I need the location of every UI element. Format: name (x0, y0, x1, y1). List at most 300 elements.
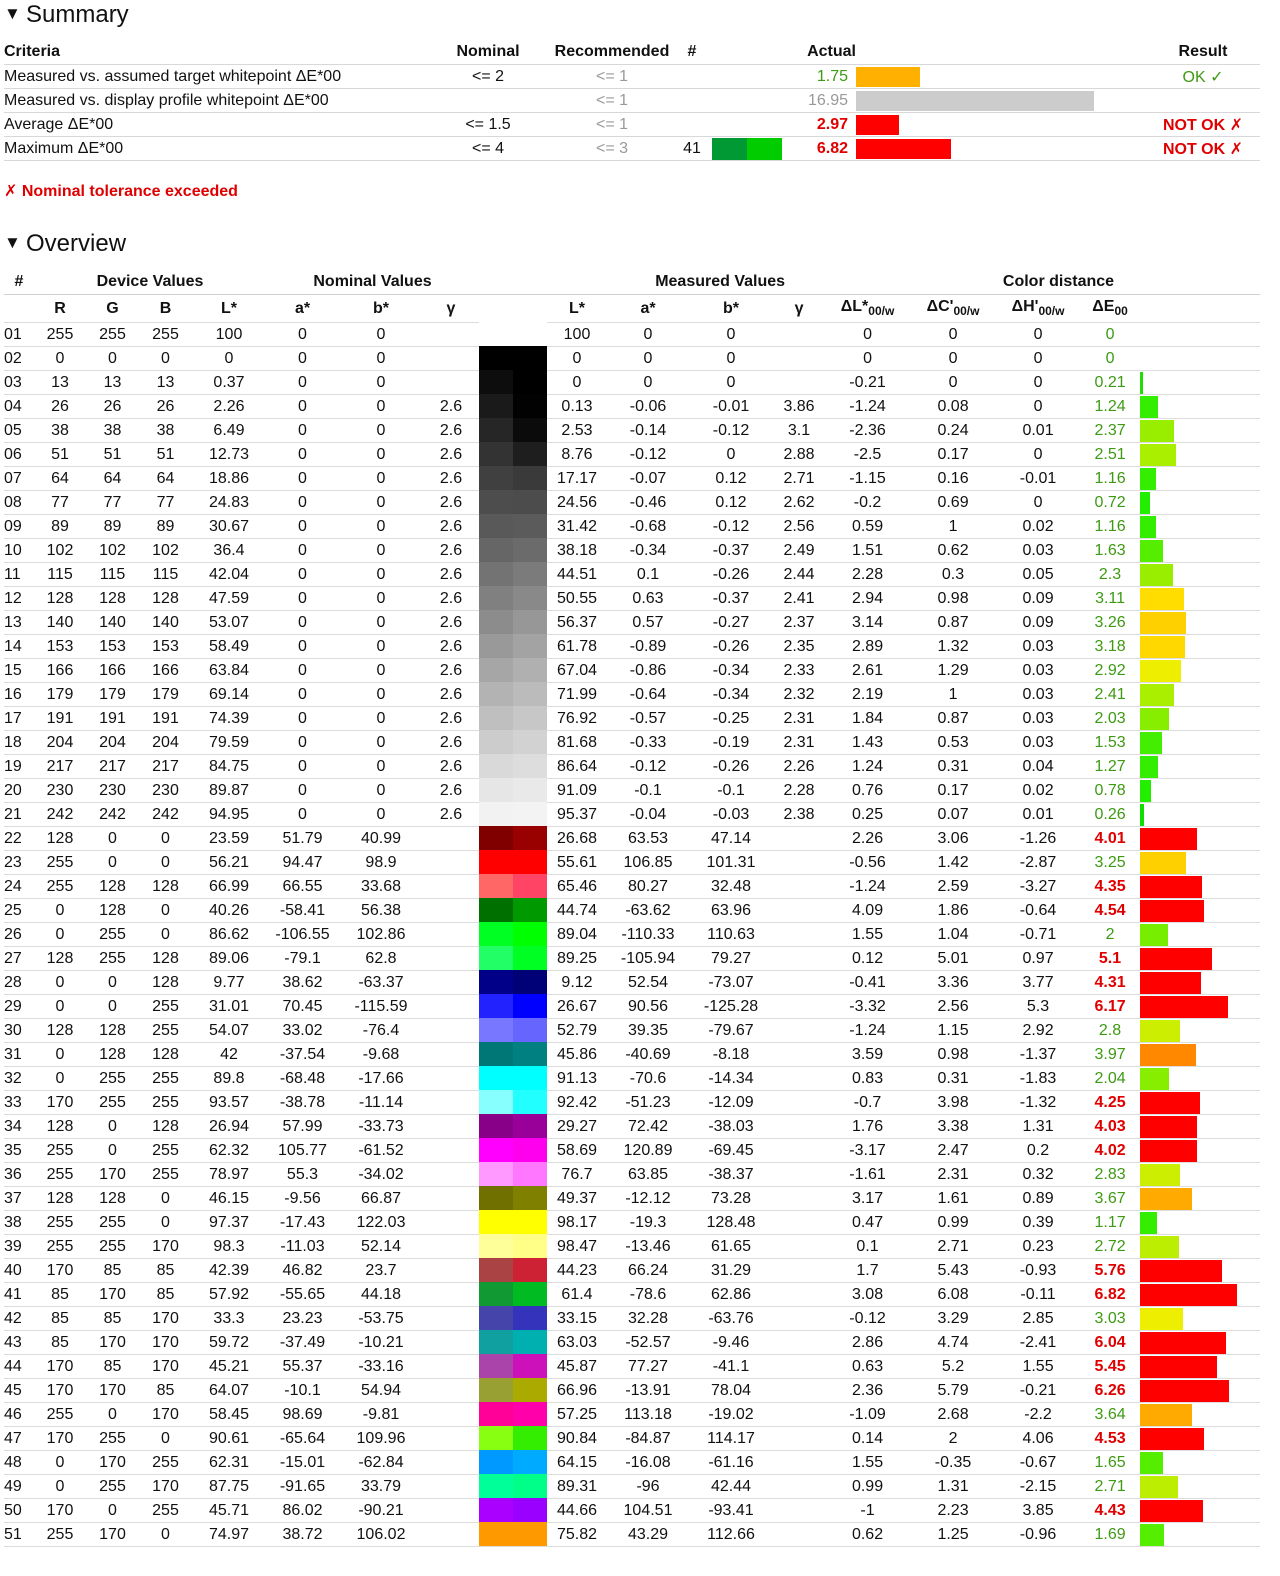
delta-c: 3.38 (910, 1115, 996, 1139)
worst-patch-cell (712, 137, 782, 161)
nominal-a: -79.1 (266, 947, 339, 971)
device-b: 128 (139, 971, 192, 995)
delta-c: 2.71 (910, 1235, 996, 1259)
color-swatch-cell (479, 1235, 547, 1259)
nominal-a: 0 (266, 635, 339, 659)
patch-number: 40 (4, 1259, 34, 1283)
delta-l: 0.47 (825, 1211, 910, 1235)
measured-gamma (773, 827, 825, 851)
device-r: 128 (34, 587, 86, 611)
measured-b: 63.96 (689, 899, 773, 923)
device-r: 26 (34, 395, 86, 419)
device-r: 85 (34, 1307, 86, 1331)
nominal-a: 38.72 (266, 1523, 339, 1547)
worst-patch-cell (712, 113, 782, 137)
delta-e-bar (1140, 1260, 1222, 1282)
delta-e: 4.35 (1080, 875, 1140, 899)
nominal-gamma (423, 1451, 479, 1475)
nominal-b: 0 (339, 563, 423, 587)
device-r: 170 (34, 1259, 86, 1283)
color-swatch-cell (479, 923, 547, 947)
delta-e: 3.97 (1080, 1043, 1140, 1067)
delta-c: 0 (910, 347, 996, 371)
measured-color-half (513, 1210, 547, 1234)
nominal-gamma: 2.6 (423, 587, 479, 611)
measured-a: -63.62 (607, 899, 689, 923)
device-g: 0 (86, 1139, 139, 1163)
delta-h: 1.31 (996, 1115, 1080, 1139)
device-r: 170 (34, 1379, 86, 1403)
delta-h: -0.93 (996, 1259, 1080, 1283)
overview-row (4, 1067, 1260, 1091)
delta-e-bar (1140, 660, 1181, 682)
nominal-a: 0 (266, 755, 339, 779)
nominal-l: 69.14 (192, 683, 266, 707)
overview-row (4, 947, 1260, 971)
nominal-b: 0 (339, 683, 423, 707)
nominal-b: 0 (339, 347, 423, 371)
overview-row (4, 1115, 1260, 1139)
nominal-a: 55.3 (266, 1163, 339, 1187)
nominal-color-half (479, 322, 513, 346)
group-color-distance: Color distance (825, 270, 1140, 295)
nominal-l: 26.94 (192, 1115, 266, 1139)
measured-l: 44.23 (547, 1259, 607, 1283)
patch-number: 44 (4, 1355, 34, 1379)
patch-number: 34 (4, 1115, 34, 1139)
color-swatch (479, 562, 547, 586)
measured-a: -40.69 (607, 1043, 689, 1067)
delta-h: 2.92 (996, 1019, 1080, 1043)
device-b: 255 (139, 1451, 192, 1475)
nominal-l: 40.26 (192, 899, 266, 923)
measured-color-half (513, 1114, 547, 1138)
patch-color-half (747, 138, 782, 160)
delta-c: 0.31 (910, 755, 996, 779)
device-b: 179 (139, 683, 192, 707)
nominal-a: 0 (266, 467, 339, 491)
nominal-a: -37.54 (266, 1043, 339, 1067)
device-g: 166 (86, 659, 139, 683)
patch-number: 49 (4, 1475, 34, 1499)
nominal-a: 0 (266, 515, 339, 539)
delta-e-bar (1140, 876, 1202, 898)
measured-b: 0 (689, 347, 773, 371)
measured-b: -0.19 (689, 731, 773, 755)
measured-gamma (773, 1379, 825, 1403)
device-r: 153 (34, 635, 86, 659)
measured-b: -0.34 (689, 659, 773, 683)
measured-a: 72.42 (607, 1115, 689, 1139)
nominal-l: 84.75 (192, 755, 266, 779)
nominal-l: 45.21 (192, 1355, 266, 1379)
delta-e: 1.53 (1080, 731, 1140, 755)
device-b: 102 (139, 539, 192, 563)
device-g: 0 (86, 851, 139, 875)
nominal-b: 23.7 (339, 1259, 423, 1283)
device-g: 204 (86, 731, 139, 755)
nominal-l: 36.4 (192, 539, 266, 563)
device-b: 77 (139, 491, 192, 515)
color-swatch-cell (479, 371, 547, 395)
delta-h: 1.55 (996, 1355, 1080, 1379)
device-r: 166 (34, 659, 86, 683)
color-swatch-cell (479, 995, 547, 1019)
color-swatch (479, 634, 547, 658)
measured-color-half (513, 730, 547, 754)
measured-l: 8.76 (547, 443, 607, 467)
device-r: 255 (34, 1523, 86, 1547)
delta-e-bar (1140, 492, 1150, 514)
measured-gamma (773, 923, 825, 947)
device-r: 0 (34, 1043, 86, 1067)
measured-color-half (513, 682, 547, 706)
color-swatch (479, 826, 547, 850)
nominal-l: 6.49 (192, 419, 266, 443)
nominal-gamma: 2.6 (423, 731, 479, 755)
nominal-color-half (479, 898, 513, 922)
device-r: 255 (34, 1139, 86, 1163)
color-swatch (479, 1042, 547, 1066)
col-delta-c: $\Delta C'_{00/w}$ (926, 298, 980, 319)
nominal-color-half (479, 922, 513, 946)
color-swatch-cell (479, 491, 547, 515)
device-g: 255 (86, 923, 139, 947)
device-b: 85 (139, 1283, 192, 1307)
delta-c: 1 (910, 515, 996, 539)
measured-color-half (513, 634, 547, 658)
delta-e: 4.03 (1080, 1115, 1140, 1139)
device-g: 26 (86, 395, 139, 419)
delta-c: 2.59 (910, 875, 996, 899)
measured-b: 31.29 (689, 1259, 773, 1283)
delta-e: 2.3 (1080, 563, 1140, 587)
measured-color-half (513, 1378, 547, 1402)
nominal-gamma (423, 1091, 479, 1115)
measured-gamma: 2.38 (773, 803, 825, 827)
nominal-l: 74.39 (192, 707, 266, 731)
measured-b: -38.37 (689, 1163, 773, 1187)
delta-e-bar (1140, 780, 1151, 802)
delta-e-bar (1140, 1332, 1226, 1354)
measured-l: 61.4 (547, 1283, 607, 1307)
actual-bar (856, 91, 1094, 111)
nominal-b: -53.75 (339, 1307, 423, 1331)
measured-b: -93.41 (689, 1499, 773, 1523)
delta-h: 0 (996, 491, 1080, 515)
nominal-color-half (479, 610, 513, 634)
nominal-a: 0 (266, 539, 339, 563)
delta-e: 3.25 (1080, 851, 1140, 875)
patch-number: 12 (4, 587, 34, 611)
delta-e: 1.27 (1080, 755, 1140, 779)
delta-e: 4.02 (1080, 1139, 1140, 1163)
delta-c: 2.47 (910, 1139, 996, 1163)
color-swatch-cell (479, 1115, 547, 1139)
overview-row (4, 1427, 1260, 1451)
measured-color-half (513, 658, 547, 682)
device-g: 64 (86, 467, 139, 491)
delta-e: 1.24 (1080, 395, 1140, 419)
overview-row (4, 347, 1260, 371)
delta-l: 0.1 (825, 1235, 910, 1259)
delta-e-bar-cell (1140, 1283, 1260, 1307)
measured-l: 31.42 (547, 515, 607, 539)
delta-e-bar-cell (1140, 1499, 1260, 1523)
nominal-gamma (423, 875, 479, 899)
delta-e-bar-cell (1140, 323, 1260, 347)
device-r: 128 (34, 827, 86, 851)
measured-l: 100 (547, 323, 607, 347)
nominal-a: -15.01 (266, 1451, 339, 1475)
nominal-b: 109.96 (339, 1427, 423, 1451)
delta-h: -0.71 (996, 923, 1080, 947)
measured-color-half (513, 994, 547, 1018)
col-nominal-gamma: γ (446, 299, 456, 317)
color-swatch-cell (479, 707, 547, 731)
delta-h: 3.85 (996, 1499, 1080, 1523)
measured-a: 66.24 (607, 1259, 689, 1283)
nominal-b: 98.9 (339, 851, 423, 875)
delta-l: -1.24 (825, 395, 910, 419)
nominal-b: 0 (339, 539, 423, 563)
nominal-color-half (479, 1402, 513, 1426)
measured-l: 17.17 (547, 467, 607, 491)
nominal-a: -38.78 (266, 1091, 339, 1115)
measured-a: -51.23 (607, 1091, 689, 1115)
nominal-color-half (479, 1522, 513, 1546)
overview-row (4, 683, 1260, 707)
delta-e: 3.64 (1080, 1403, 1140, 1427)
patch-number: 13 (4, 611, 34, 635)
measured-color-half (513, 586, 547, 610)
device-g: 128 (86, 899, 139, 923)
patch-number: 36 (4, 1163, 34, 1187)
measured-color-half (513, 1018, 547, 1042)
col-nominal-l: L* (221, 299, 237, 317)
col-measured-gamma: γ (794, 299, 804, 317)
delta-e-bar-cell (1140, 611, 1260, 635)
delta-e-bar-cell (1140, 1427, 1260, 1451)
nominal-color-half (479, 874, 513, 898)
color-swatch-cell (479, 1499, 547, 1523)
delta-e-bar-cell (1140, 1091, 1260, 1115)
color-swatch (479, 1306, 547, 1330)
nominal-l: 58.45 (192, 1403, 266, 1427)
delta-e-bar (1140, 1524, 1164, 1546)
nominal-color-half (479, 946, 513, 970)
device-g: 89 (86, 515, 139, 539)
color-swatch-cell (479, 1523, 547, 1547)
measured-color-half (513, 1450, 547, 1474)
nominal-l: 93.57 (192, 1091, 266, 1115)
nominal-l: 97.37 (192, 1211, 266, 1235)
nominal-color-half (479, 1138, 513, 1162)
patch-number: 08 (4, 491, 34, 515)
delta-e-bar (1140, 924, 1168, 946)
nominal-b: -76.4 (339, 1019, 423, 1043)
nominal-b: 0 (339, 659, 423, 683)
nominal-l: 33.3 (192, 1307, 266, 1331)
color-swatch-cell (479, 659, 547, 683)
patch-number: 02 (4, 347, 34, 371)
delta-e-bar (1140, 1500, 1203, 1522)
delta-e-bar (1140, 1068, 1169, 1090)
device-b: 128 (139, 947, 192, 971)
nominal-a: 86.02 (266, 1499, 339, 1523)
delta-c: 0.69 (910, 491, 996, 515)
device-r: 102 (34, 539, 86, 563)
measured-l: 71.99 (547, 683, 607, 707)
delta-e-bar (1140, 1140, 1197, 1162)
nominal-a: 38.62 (266, 971, 339, 995)
measured-a: -0.68 (607, 515, 689, 539)
patch-number: 30 (4, 1019, 34, 1043)
nominal-color-half (479, 442, 513, 466)
nominal-b: -115.59 (339, 995, 423, 1019)
device-r: 230 (34, 779, 86, 803)
nominal-l: 54.07 (192, 1019, 266, 1043)
nominal-color-half (479, 562, 513, 586)
measured-gamma (773, 1235, 825, 1259)
delta-c: 0 (910, 371, 996, 395)
delta-e-bar (1140, 516, 1156, 538)
device-r: 170 (34, 1091, 86, 1115)
nominal-color-half (479, 1306, 513, 1330)
color-swatch-cell (479, 443, 547, 467)
device-b: 26 (139, 395, 192, 419)
color-swatch (479, 346, 547, 370)
nominal-color-half (479, 706, 513, 730)
actual-bar (856, 115, 899, 135)
nominal-l: 30.67 (192, 515, 266, 539)
color-swatch (479, 538, 547, 562)
nominal-a: 98.69 (266, 1403, 339, 1427)
nominal-b: 0 (339, 443, 423, 467)
device-r: 217 (34, 755, 86, 779)
overview-section-toggle[interactable] (4, 229, 126, 258)
device-r: 0 (34, 1451, 86, 1475)
overview-row (4, 443, 1260, 467)
color-swatch-cell (479, 1211, 547, 1235)
delta-l: 2.36 (825, 1379, 910, 1403)
device-r: 128 (34, 947, 86, 971)
device-r: 38 (34, 419, 86, 443)
nominal-l: 24.83 (192, 491, 266, 515)
nominal-color-half (479, 850, 513, 874)
delta-e-bar-cell (1140, 347, 1260, 371)
delta-e-bar-cell (1140, 971, 1260, 995)
delta-l: 3.59 (825, 1043, 910, 1067)
delta-l: 3.08 (825, 1283, 910, 1307)
measured-a: -105.94 (607, 947, 689, 971)
device-g: 85 (86, 1355, 139, 1379)
device-g: 255 (86, 1475, 139, 1499)
patch-number: 18 (4, 731, 34, 755)
measured-l: 56.37 (547, 611, 607, 635)
nominal-a: 33.02 (266, 1019, 339, 1043)
color-swatch (479, 898, 547, 922)
nominal-a: 0 (266, 659, 339, 683)
nominal-color-half (479, 1234, 513, 1258)
device-b: 85 (139, 1259, 192, 1283)
delta-l: 2.86 (825, 1331, 910, 1355)
measured-l: 55.61 (547, 851, 607, 875)
delta-e-bar (1140, 1092, 1200, 1114)
measured-b: -41.1 (689, 1355, 773, 1379)
nominal-color-half (479, 658, 513, 682)
measured-b: 78.04 (689, 1379, 773, 1403)
nominal-a: -55.65 (266, 1283, 339, 1307)
nominal-a: 0 (266, 371, 339, 395)
collapse-triangle-icon: ▼ (4, 233, 21, 252)
nominal-a: 46.82 (266, 1259, 339, 1283)
measured-color-half (513, 1066, 547, 1090)
delta-e-bar (1140, 828, 1197, 850)
color-swatch (479, 682, 547, 706)
measured-b: 47.14 (689, 827, 773, 851)
summary-section-toggle[interactable] (4, 0, 129, 29)
patch-number: 20 (4, 779, 34, 803)
color-swatch (479, 514, 547, 538)
patch-number: 21 (4, 803, 34, 827)
nominal-a: 0 (266, 419, 339, 443)
measured-b: 0 (689, 323, 773, 347)
measured-b: -0.37 (689, 539, 773, 563)
nominal-value: <= 2 (424, 65, 552, 89)
col-delta-l: $\Delta L*_{00/w}$ (840, 298, 895, 319)
delta-e-bar (1140, 540, 1163, 562)
measured-gamma (773, 1499, 825, 1523)
nominal-b: 56.38 (339, 899, 423, 923)
device-r: 204 (34, 731, 86, 755)
color-swatch (479, 778, 547, 802)
device-g: 51 (86, 443, 139, 467)
overview-row (4, 875, 1260, 899)
color-swatch-cell (479, 755, 547, 779)
overview-row (4, 611, 1260, 635)
nominal-gamma: 2.6 (423, 515, 479, 539)
nominal-b: 33.68 (339, 875, 423, 899)
measured-color-half (513, 1090, 547, 1114)
measured-l: 81.68 (547, 731, 607, 755)
measured-b: 0.12 (689, 491, 773, 515)
device-r: 85 (34, 1331, 86, 1355)
delta-e: 3.18 (1080, 635, 1140, 659)
delta-c: 3.06 (910, 827, 996, 851)
patch-number: 50 (4, 1499, 34, 1523)
delta-e-bar-cell (1140, 1475, 1260, 1499)
nominal-color-half (479, 1042, 513, 1066)
summary-row (4, 137, 1260, 161)
nominal-color-half (479, 1498, 513, 1522)
delta-h: 0.09 (996, 587, 1080, 611)
col-actual: Actual (807, 43, 856, 60)
delta-e-bar-cell (1140, 395, 1260, 419)
measured-b: -0.01 (689, 395, 773, 419)
delta-c: 0.3 (910, 563, 996, 587)
device-b: 230 (139, 779, 192, 803)
device-b: 170 (139, 1331, 192, 1355)
delta-l: 1.51 (825, 539, 910, 563)
delta-e-bar (1140, 444, 1176, 466)
delta-c: 5.01 (910, 947, 996, 971)
measured-color-half (513, 754, 547, 778)
delta-c: 5.79 (910, 1379, 996, 1403)
measured-gamma (773, 1475, 825, 1499)
color-swatch-cell (479, 563, 547, 587)
delta-c: 1.15 (910, 1019, 996, 1043)
